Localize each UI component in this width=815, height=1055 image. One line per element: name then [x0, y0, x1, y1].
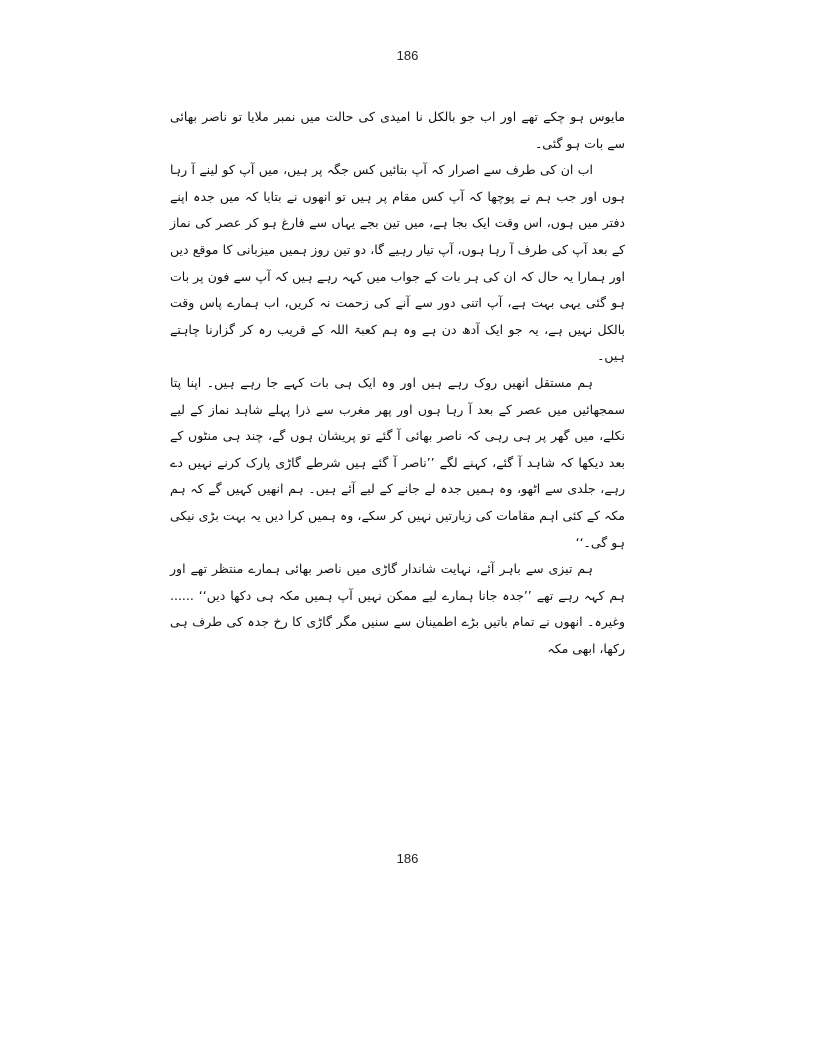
paragraph-2: اب ان کی طرف سے اصرار کہ آپ بتائیں کس جگہ پر ہیں، میں آپ کو لینے آ رہا ہوں اور جب ہم نے پوچھا کہ آپ کس مقام پر ہیں تو انھوں نے بتایا کہ میں جدہ اپنے دفتر میں ہوں، اس وقت ایک بجا ہے، میں تین بجے یہاں سے فارغ ہو کر عصر کی نماز کے بعد آپ کی طرف آ رہا ہوں، آپ تیار رہیے گا، دو تین روز ہمیں میزبانی کا موقع دیں اور ہمارا یہ حال کہ ان کی ہر بات کے جواب میں کہہ رہے ہیں کہ آپ سے فون پر بات ہو گئی یہی بہت ہے، آپ اتنی دور سے آنے کی زحمت نہ کریں، اب ہمارے پاس وقت بالکل نہیں ہے، یہ جو ایک آدھ دن ہے وہ ہم کعبۃ اللہ کے قریب رہ کر گزارنا چاہتے ہیں۔: [170, 162, 625, 364]
paragraph-1: مایوس ہو چکے تھے اور اب جو بالکل نا امیدی کی حالت میں نمبر ملایا تو ناصر بھائی سے بات ہو گئی۔: [170, 109, 625, 151]
page-number-bottom: 186: [396, 851, 419, 866]
paragraph-4: ہم تیزی سے باہر آئے، نہایت شاندار گاڑی میں ناصر بھائی ہمارے منتظر تھے اور ہم کہہ رہے تھے ’’جدہ جانا ہمارے لیے ممکن نہیں آپ ہمیں مکہ ہی دکھا دیں‘‘ ...... وغیرہ۔ انھوں نے تمام باتیں بڑے اطمینان سے سنیں مگر گاڑی کا رخ جدہ کی طرف ہی رکھا، ابھی مکہ: [170, 561, 625, 656]
paragraph-3: ہم مستقل انھیں روک رہے ہیں اور وہ ایک ہی بات کہے جا رہے ہیں۔ اپنا پتا سمجھائیں میں عصر کے بعد آ رہا ہوں اور پھر مغرب سے ذرا پہلے شاہد نماز کے لیے نکلے، میں گھر پر ہی رہی کہ ناصر بھائی آ گئے تو پریشان ہوں گے، چند ہی منٹوں کے بعد دیکھا کہ شاہد آ گئے، کہنے لگے ’’ناصر آ گئے ہیں شرطے گاڑی پارک کرنے نہیں دے رہے، جلدی سے اٹھو، وہ ہمیں جدہ لے جانے کے لیے آئے ہیں۔ ہم انھیں کہیں گے کہ ہم مکہ کے کئی اہم مقامات کی زیارتیں نہیں کر سکے، وہ ہمیں کرا دیں یہ بہت بڑی نیکی ہو گی۔‘‘: [170, 374, 625, 550]
page-number-top: 186: [396, 48, 419, 63]
body-text: [170, 104, 625, 662]
